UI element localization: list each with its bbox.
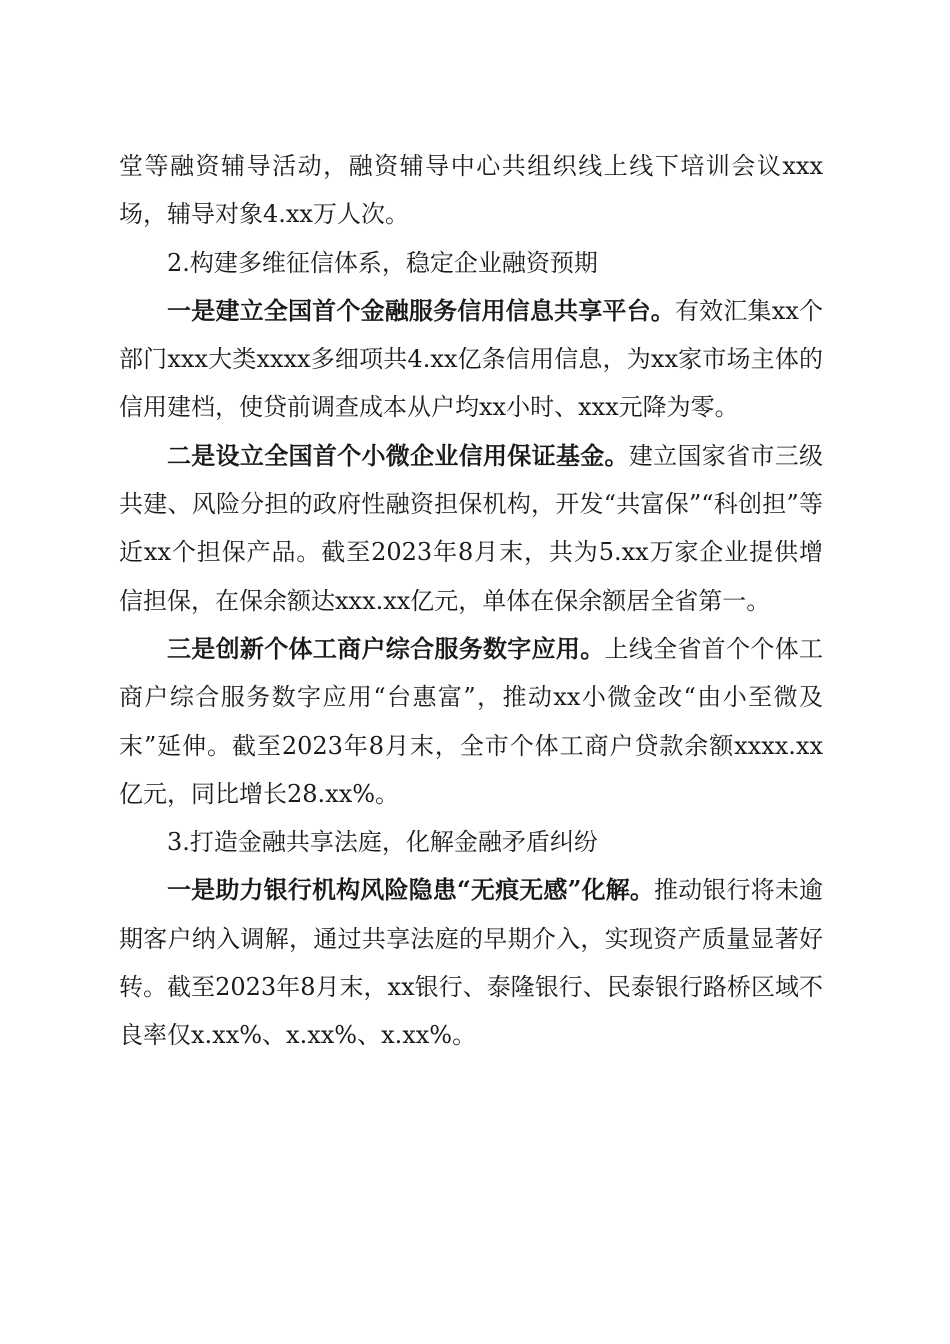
section-heading-3	[119, 818, 823, 866]
paragraph-text: 堂等融资辅导活动，融资辅导中心共组织线上线下培训会议xxx场，辅导对象4.xx万人次。	[119, 152, 823, 229]
paragraph-lead: 一是助力银行机构风险隐患“无痕无感”化解。	[167, 875, 655, 905]
paragraph-lead: 三是创新个体工商户综合服务数字应用。	[167, 633, 605, 663]
paragraph-guarantee-fund	[119, 432, 823, 625]
heading-text: 2.构建多维征信体系，稳定企业融资预期	[167, 248, 598, 277]
paragraph-digital-app	[119, 625, 823, 818]
document-page	[119, 142, 823, 1060]
paragraph-bank-risk	[119, 866, 823, 1059]
section-heading-2	[119, 239, 823, 287]
paragraph-lead: 二是设立全国首个小微企业信用保证基金。	[167, 440, 629, 470]
heading-text: 3.打造金融共享法庭，化解金融矛盾纠纷	[167, 828, 598, 857]
paragraph-text: 推动银行将未逾期客户纳入调解，通过共享法庭的早期介入，实现资产质量显著好转。截至2023年8月末，xx银行、泰隆银行、民泰银行路桥区域不良率仅x.xx%、x.xx%、x.xx%。	[119, 876, 824, 1050]
paragraph-continuation	[119, 142, 823, 239]
paragraph-text: 建立国家省市三级共建、风险分担的政府性融资担保机构，开发“共富保”“科创担”等近xx个担保产品。截至2023年8月末，共为5.xx万家企业提供增信担保，在保余额达xxx.xx亿元，单体在保余额居全省第一。	[119, 441, 824, 615]
paragraph-text: 上线全省首个个体工商户综合服务数字应用“台惠富”，推动xx小微金改“由小至微及末”延伸。截至2023年8月末，全市个体工商户贷款余额xxxx.xx亿元，同比增长28.xx%。	[119, 634, 824, 808]
paragraph-text: 有效汇集xx个部门xxx大类xxxx多细项共4.xx亿条信用信息，为xx家市场主体的信用建档，使贷前调查成本从户均xx小时、xxx元降为零。	[119, 296, 824, 422]
paragraph-lead: 一是建立全国首个金融服务信用信息共享平台。	[167, 295, 675, 325]
paragraph-credit-platform	[119, 287, 823, 432]
